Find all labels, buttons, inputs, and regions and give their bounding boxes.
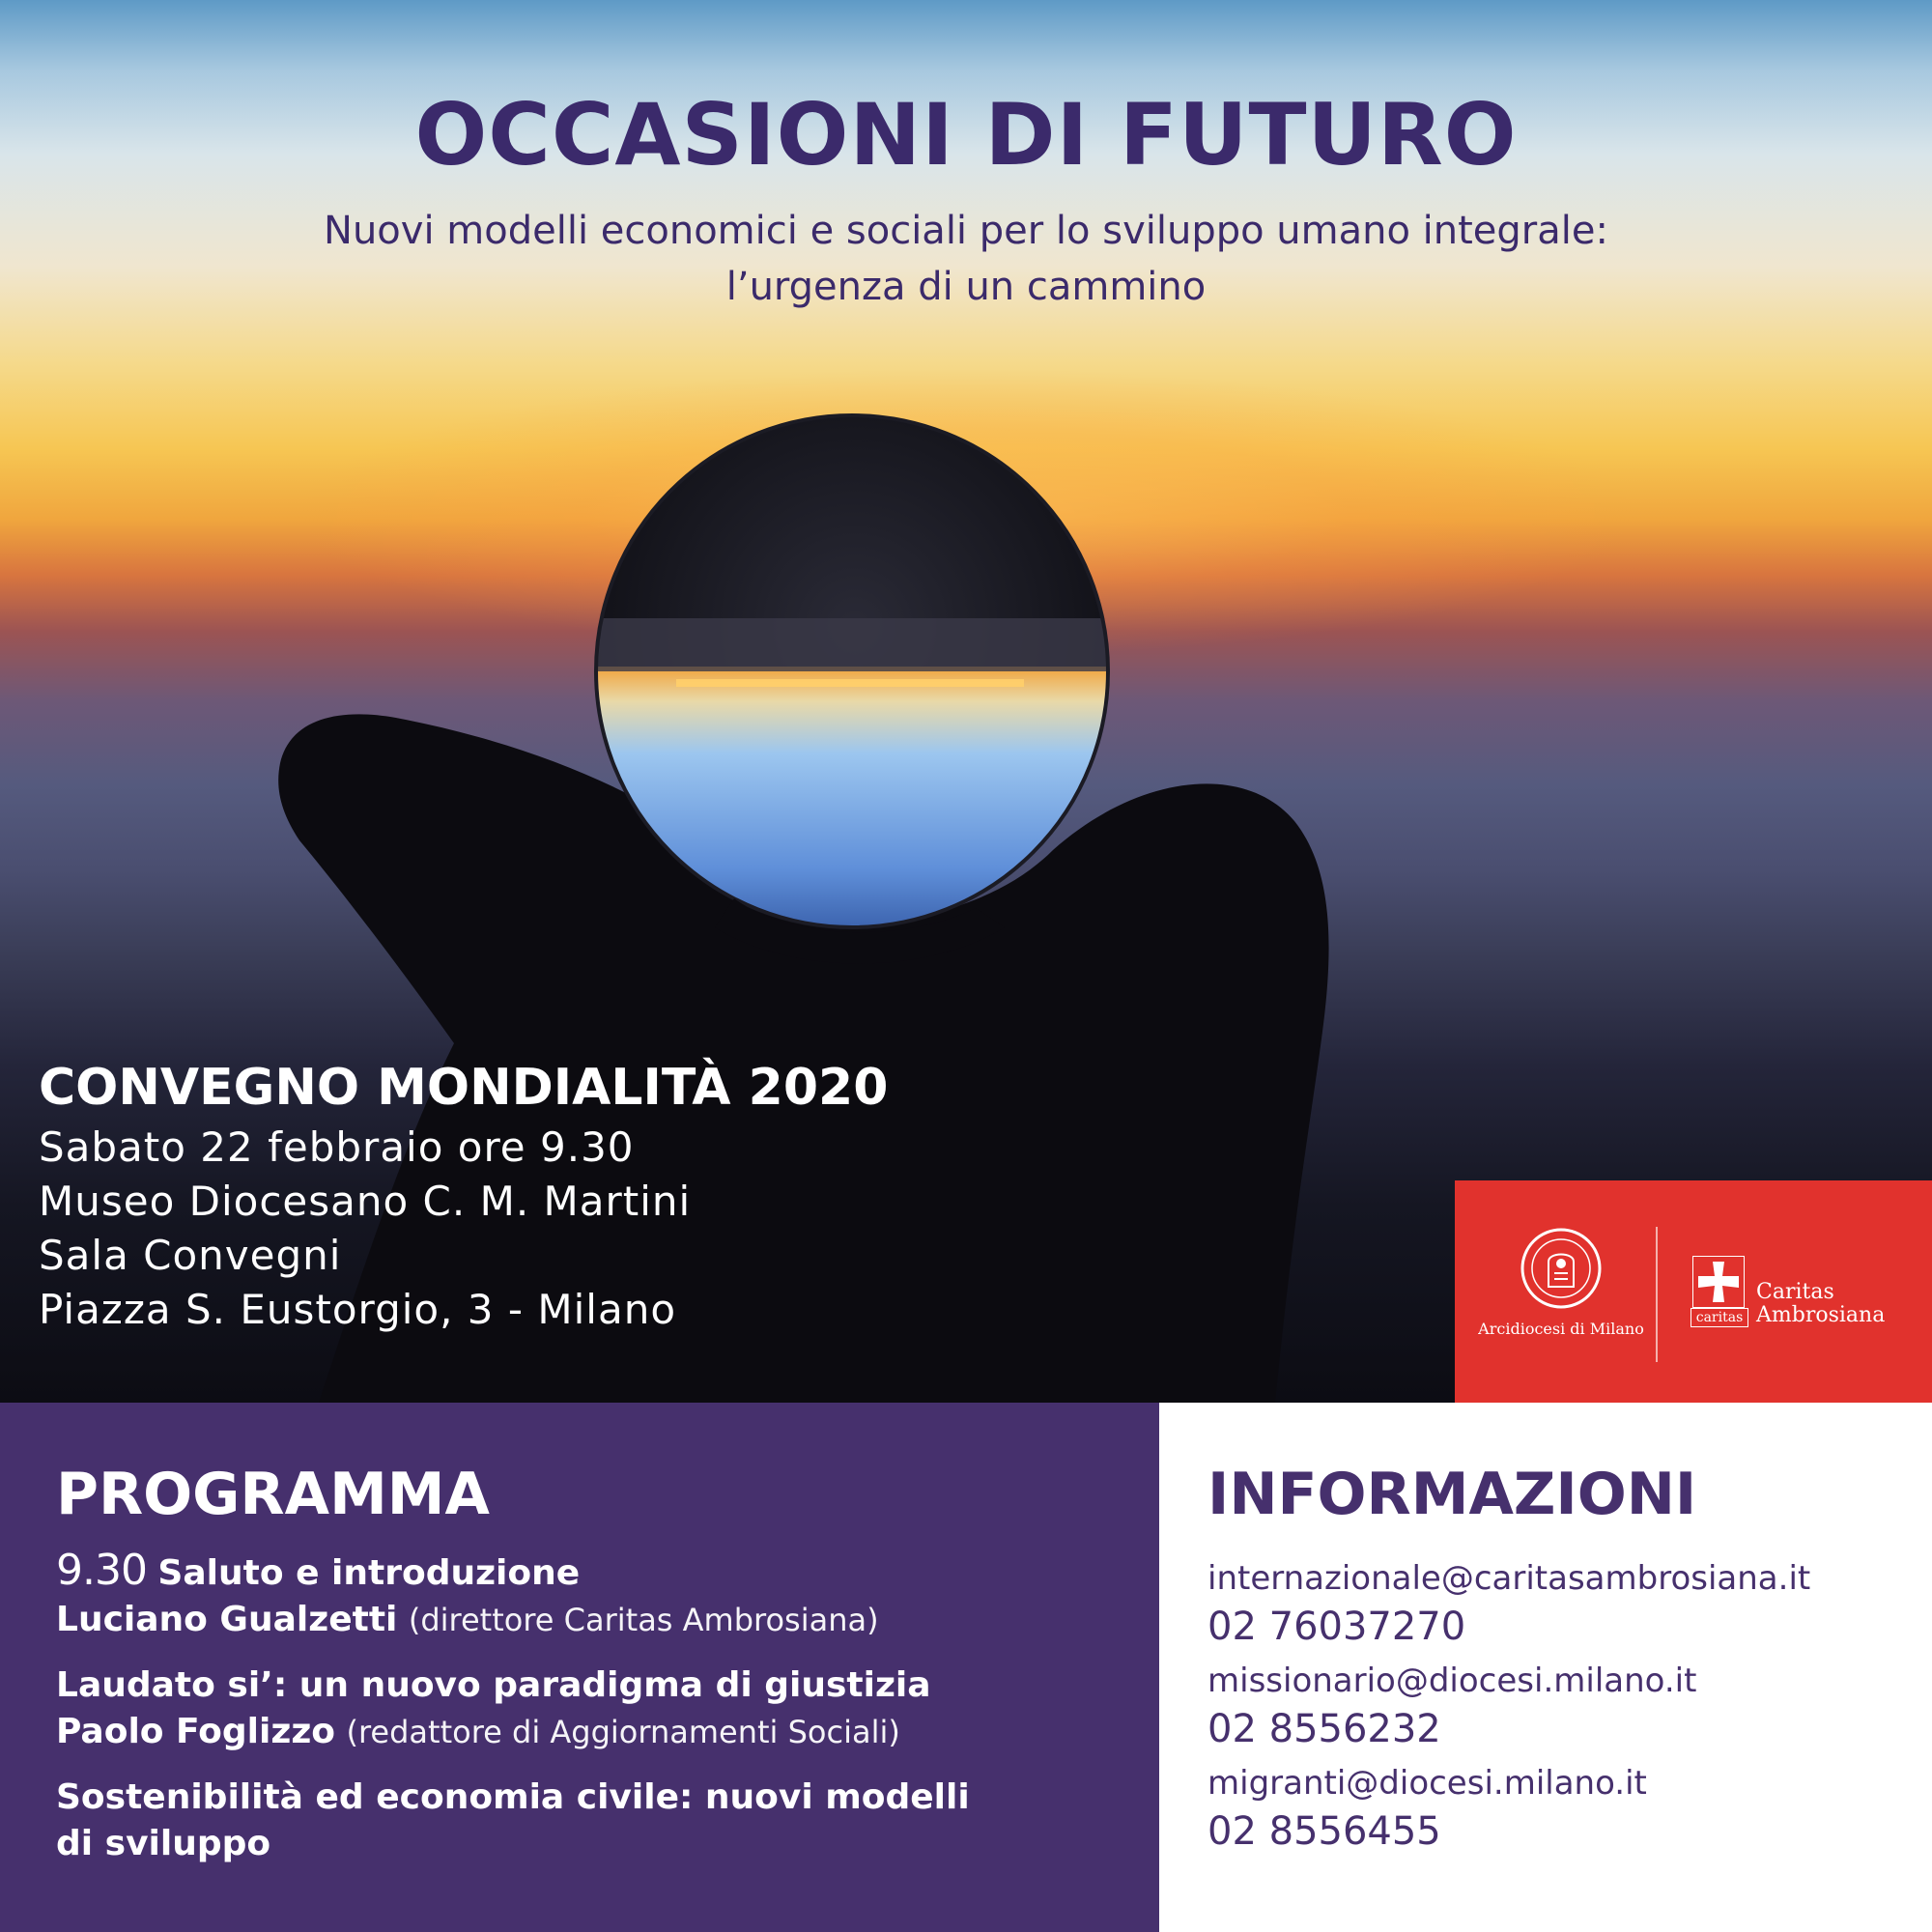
subtitle-line-2: l’urgenza di un cammino [725,265,1207,309]
contact-phone[interactable]: 02 76037270 [1208,1605,1466,1649]
caritas-ambrosiana-label [1756,1281,1885,1327]
contact-email[interactable]: internazionale@caritasambrosiana.it [1208,1559,1811,1598]
contact-email[interactable]: migranti@diocesi.milano.it [1208,1764,1647,1803]
sponsor-logos [1455,1180,1932,1403]
programma-role: (redattore di Aggiornamenti Sociali) [346,1714,900,1750]
caritas-name-line-2: Ambrosiana [1756,1303,1886,1327]
programma-role: (direttore Caritas Ambrosiana) [408,1602,879,1638]
contact-phone[interactable]: 02 8556232 [1208,1707,1441,1751]
programma-topic: Laudato si’: un nuovo paradigma di giustizia [56,1665,931,1705]
event-details [39,1055,888,1337]
programma-time: 9.30 [56,1546,147,1595]
programma-speaker: Luciano Gualzetti [56,1600,398,1639]
programma-item [56,1775,1128,1867]
event-room: Sala Convegni [39,1232,342,1279]
event-date: Sabato 22 febbraio ore 9.30 [39,1123,635,1171]
archdiocese-seal-icon [1520,1227,1603,1310]
caritas-cross-icon [1692,1256,1745,1308]
programma-speaker: Paolo Foglizzo [56,1712,336,1751]
programma-item [56,1662,1128,1755]
informazioni-panel [1159,1403,1932,1932]
programma-topic: Sostenibilità ed economia civile: nuovi modelli [56,1777,970,1817]
programma-item [56,1548,1128,1643]
event-title: CONVEGNO MONDIALITÀ 2020 [39,1059,889,1117]
contact-phone[interactable]: 02 8556455 [1208,1809,1441,1854]
programma-list [56,1548,1128,1887]
programma-topic-continued: di sviluppo [56,1824,271,1863]
poster-subtitle [0,203,1932,315]
contact-email[interactable]: missionario@diocesi.milano.it [1208,1662,1697,1700]
caritas-name-line-1: Caritas [1756,1280,1834,1304]
event-venue: Museo Diocesano C. M. Martini [39,1178,692,1225]
archdiocese-label: Arcidiocesi di Milano [1478,1320,1644,1338]
subtitle-line-1: Nuovi modelli economici e sociali per lo sviluppo umano integrale: [324,209,1608,253]
logo-divider [1656,1227,1658,1362]
programma-heading: PROGRAMMA [56,1461,490,1528]
poster-title: OCCASIONI DI FUTURO [414,85,1518,185]
event-address: Piazza S. Eustorgio, 3 - Milano [39,1286,677,1333]
programma-topic: Saluto e introduzione [157,1553,581,1593]
informazioni-heading: INFORMAZIONI [1208,1461,1697,1528]
programma-panel [0,1403,1159,1932]
caritas-small-label: caritas [1690,1308,1748,1327]
contact-list [1208,1555,1810,1862]
